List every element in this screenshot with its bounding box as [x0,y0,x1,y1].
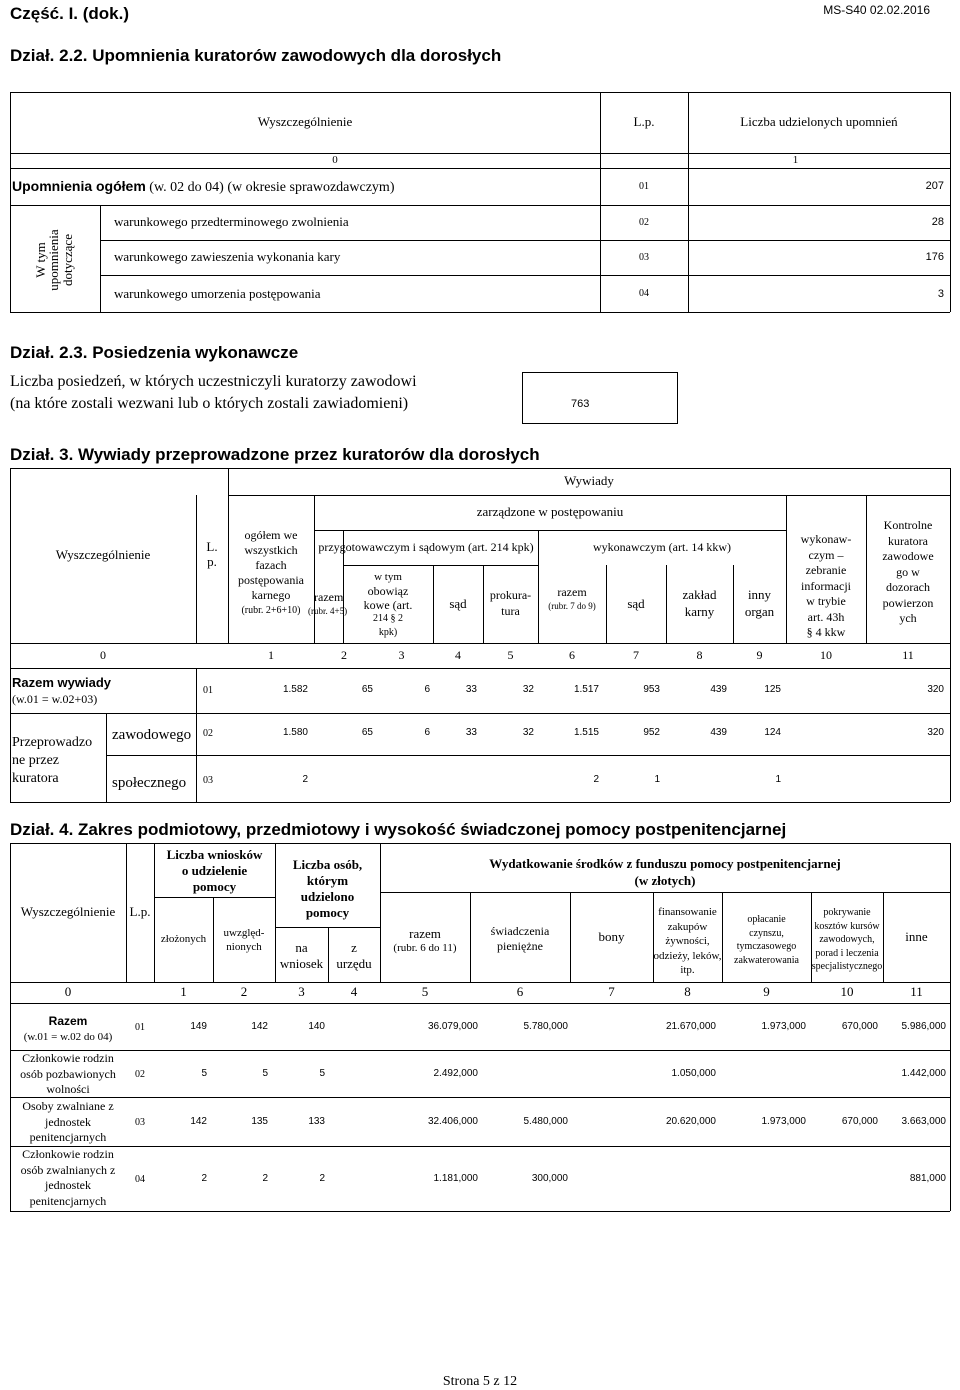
s4-header-wydatkowanie [380,855,950,889]
s4-row-04-col-6: 300,000 [531,1173,568,1184]
s4-header-finansowanie [653,905,722,978]
s4-row-01-col-10: 670,000 [841,1021,878,1032]
s4-row-02-label-l2: osób pozbawionych [20,1066,116,1081]
header-inny-l1: inny [747,587,772,602]
s4-row-04-label-l1: Członkowie rodzin [22,1147,114,1161]
s4-header-finans-l2: zakupów [667,920,708,933]
s4-header-uwzgl-l1: uwzględ- [223,927,265,939]
header-w-tym-l1: w tym [374,571,402,583]
s4-row-01-col-5: 36.079,000 [427,1021,478,1032]
s4-row-03-col-8: 20.620,000 [665,1116,716,1127]
section-3-title: Dział. 3. Wywiady przeprowadzone przez kuratorów dla dorosłych [10,445,540,464]
s4-header-razem [380,926,470,956]
s3-row-02-col-1: 1.580 [282,727,308,738]
s3-row-01-label [12,674,111,708]
s4-header-bony: bony [598,928,625,944]
s3-row-01-col-8: 439 [710,684,727,695]
header-wykonaw-l4: informacji [801,578,851,593]
s4-row-03-label-l2: jednostek [45,1114,91,1129]
header-ogolem-l4: postępowania [238,573,304,587]
form-code: MS-S40 02.02.2016 [823,3,930,17]
s4-row-01-col-1: 149 [190,1021,207,1032]
s4-header-oplacanie-l1: opłacanie [747,914,786,925]
col-header-lp: L.p. [633,114,655,130]
section-2-3-value-box [522,372,678,424]
s3-col-num-6: 6 [569,647,575,662]
s4-header-na-wniosek-l1: na [295,940,308,955]
header-zaklad-karny [666,586,733,620]
s4-header-pokrywanie-l2: kosztów kursów [814,920,880,932]
s4-row-04-col-5: 1.181,000 [433,1173,478,1184]
s3-row-02-label: zawodowego [112,727,192,743]
s4-header-wydatkowanie-l1: Wydatkowanie środków z funduszu pomocy postpenitencjarnej [489,856,841,871]
header-kontrolne-l4: go w [896,564,920,579]
header-prokuratura-l1: prokura- [489,588,532,602]
s3-row-01-col-2: 65 [361,684,373,695]
header-ogolem-l2: wszystkich [244,543,298,557]
row-01-lp: 01 [639,180,649,192]
header-w-tym [343,570,433,640]
s4-header-osoby-l2: którym [306,873,349,888]
header-sad-1: sąd [449,595,467,611]
section-2-3-value: 763 [571,398,590,410]
s3-row-01-col-4: 33 [465,684,477,695]
s4-row-02-label [10,1051,126,1098]
s4-header-zlozonych: złożonych [160,933,207,946]
header-kontrolne-l1: Kontrolne [883,518,933,532]
row-04-lp: 04 [639,287,649,299]
s3-row-02-col-4: 33 [465,727,477,738]
total-label [12,178,394,196]
s3-row-01-col-9: 125 [764,684,781,695]
s3-row-01-col-3: 6 [424,684,430,695]
s4-row-01-label-l1: Razem [48,1014,88,1028]
s3-row-02-col-9: 124 [764,727,781,738]
s3-group-l2: ne przez [12,753,60,768]
s4-header-oplacanie [722,913,811,967]
s4-row-01-col-2: 142 [251,1021,268,1032]
s4-header-finans-l4: odzieży, leków, [653,949,722,962]
header-wywiady: Wywiady [564,473,614,489]
header-prokuratura-l2: tura [501,604,520,618]
header-razem-2 [538,585,606,613]
s3-row-03-col-6: 2 [593,774,599,785]
header-kontrolne [866,518,950,627]
part-label: Część. I. (dok.) [10,4,130,23]
s4-col-num-1: 1 [180,984,187,1000]
s4-row-01-col-8: 21.670,000 [665,1021,716,1032]
row-04-value: 3 [937,288,944,300]
header-kontrolne-l2: kuratora [888,533,928,548]
s4-header-swiadczenia [470,924,570,954]
row-03-value: 176 [925,251,944,263]
s4-header-finans-l5: itp. [680,964,695,976]
s4-header-z-urzedu [328,940,380,972]
s4-row-03-label-l3: penitencjarnych [29,1130,107,1144]
s3-row-01-col-1: 1.582 [282,684,308,695]
header-ogolem-l1: ogółem we [244,528,298,542]
s3-col-num-8: 8 [696,647,703,662]
s3-row-01-col-7: 953 [643,684,660,695]
s4-header-wydatkowanie-l2: (w złotych) [634,873,696,888]
group-label-line-3: dotyczące [59,234,75,286]
s4-row-01-col-3: 140 [308,1021,325,1032]
s4-row-02-col-8: 1.050,000 [671,1068,716,1079]
s4-header-uwzglednionych [213,926,275,954]
header-kontrolne-l6: powierzon [882,595,934,610]
s4-row-03-col-2: 135 [251,1116,268,1127]
s3-row-02-col-11: 320 [927,727,944,738]
s3-row-01-col-6: 1.517 [573,684,599,695]
s3-row-01-label-main: Razem wywiady [12,675,111,690]
header-ogolem-l6: (rubr. 2+6+10) [241,605,301,616]
header-inny-organ [733,586,786,620]
s4-row-02-col-1: 5 [201,1068,207,1079]
s3-col-num-7: 7 [633,647,639,662]
s4-col-num-6: 6 [516,984,524,1000]
s3-group-l1: Przeprowadzo [12,735,93,750]
header-kontrolne-l3: zawodowe [882,549,934,563]
section-2-2-title: Dział. 2.2. Upomnienia kuratorów zawodowych dla dorosłych [10,46,502,65]
s4-row-03-lp: 03 [135,1117,145,1128]
row-03-lp: 03 [639,251,649,263]
s3-row-02-col-6: 1.515 [573,727,599,738]
s4-col-num-7: 7 [608,984,615,1000]
s3-row-01-col-11: 320 [927,684,944,695]
s3-row-03-label: społecznego [112,775,187,791]
s3-row-01-label-sub: (w.01 = w.02+03) [12,692,98,706]
page-number: Strona 5 z 12 [442,1374,518,1389]
s4-col-num-0: 0 [64,984,72,1000]
s4-col-num-11: 11 [910,984,923,1000]
header-wykonawczym: wykonawczym (art. 14 kkw) [593,539,731,554]
row-01-value: 207 [925,180,944,192]
s4-row-01-col-9: 1.973,000 [761,1021,806,1032]
s3-col-num-3: 3 [398,647,405,662]
s3-group-label-text [10,734,108,788]
header-wykonaw-l1: wykonaw- [800,532,852,546]
s4-row-04-label [10,1147,126,1209]
s3-row-01-lp: 01 [203,685,213,696]
header-wykonaw-l7: § 4 kkw [806,625,846,639]
header-wykonawczym-43h [786,532,866,641]
group-label-w-tym [32,180,75,340]
section-2-3-title: Dział. 2.3. Posiedzenia wykonawcze [10,343,299,362]
s3-col-num-9: 9 [756,647,763,662]
s4-row-01-lp: 01 [135,1022,145,1033]
s4-row-03-label [10,1099,126,1146]
header-zaklad-l2: karny [684,604,715,619]
s4-header-swiadczenia-l2: pieniężne [497,939,543,953]
s4-row-01-col-11: 5.986,000 [901,1021,946,1032]
section-4-title: Dział. 4. Zakres podmiotowy, przedmiotowy i wysokość świadczonej pomocy postpenitencjarnej [10,820,787,839]
col-header-wyszczegolnienie: Wyszczególnienie [257,114,353,130]
s4-header-uwzgl-l2: nionych [226,941,262,953]
header-lp-text: L. p. [206,539,218,569]
s4-row-04-col-3: 2 [319,1173,325,1184]
s3-row-02-col-2: 65 [361,727,373,738]
s4-row-02-label-l3: wolności [46,1082,90,1096]
col-number-0: 0 [332,154,338,167]
s4-header-pokrywanie-l5: specjalistycznego [811,961,883,972]
s3-col-num-10: 10 [820,647,832,662]
header-kontrolne-l5: dozorach [886,580,930,594]
s3-row-03-col-1: 2 [302,774,308,785]
header-wyszczegolnienie: Wyszczególnienie [55,546,151,562]
s4-header-razem-sub: (rubr. 6 do 11) [393,942,457,954]
s4-header-razem-text: razem [409,926,441,941]
row-03-label: warunkowego zawieszenia wykonania kary [114,249,341,264]
s4-header-osoby-l1: Liczba osób, [292,857,363,872]
s3-row-02-lp: 02 [203,728,213,739]
header-w-tym-l5: kpk) [378,627,398,638]
s4-row-02-label-l1: Członkowie rodzin [22,1051,114,1065]
s3-col-num-1: 1 [268,647,274,662]
s4-header-wyszczegolnienie: Wyszczególnienie [20,904,116,920]
header-razem-1-text: razem [314,590,344,604]
s4-row-02-col-2: 5 [262,1068,268,1079]
s4-col-num-10: 10 [840,984,854,1000]
s4-row-01-col-6: 5.780,000 [523,1021,568,1032]
s4-header-finans-l3: żywności, [665,935,710,947]
s4-row-01-label [10,1013,126,1045]
s4-header-wnioski [154,847,275,895]
header-inny-l2: organ [744,604,775,619]
col-header-liczba: Liczba udzielonych upomnień [740,114,898,130]
header-zaklad-l1: zakład [682,587,717,602]
s4-row-03-col-9: 1.973,000 [761,1116,806,1127]
s4-row-04-label-l4: penitencjarnych [29,1193,107,1208]
s3-group-l3: kuratora [12,771,59,786]
header-razem-1-sub: (rubr. 4+5) [308,606,348,616]
s4-row-03-label-l1: Osoby zwalniane z [22,1099,114,1113]
s4-row-04-col-11: 881,000 [909,1173,946,1184]
s4-header-pokrywanie-l4: porad i leczenia [815,947,879,959]
s4-col-num-5: 5 [421,984,429,1000]
row-02-lp: 02 [639,216,649,228]
s4-header-inne: inne [905,928,928,944]
s4-col-num-4: 4 [350,984,358,1000]
s4-row-03-col-6: 5.480,000 [523,1116,568,1127]
header-wykonaw-l5: w trybie [806,594,846,608]
s4-header-oplacanie-l2: czynszu, [749,927,784,939]
header-razem-2-text: razem [557,585,587,599]
s4-row-02-col-5: 2.492,000 [433,1068,478,1079]
s4-header-oplacanie-l4: zakwaterowania [734,954,799,966]
s4-row-04-col-2: 2 [262,1173,268,1184]
s4-row-04-col-1: 2 [201,1173,207,1184]
section-2-3-line-1: Liczba posiedzeń, w których uczestniczyli kuratorzy zawodowi [10,373,417,390]
s3-col-num-4: 4 [455,647,461,662]
s3-col-num-5: 5 [507,647,514,662]
s4-header-z-urzedu-l2: urzędu [336,956,372,971]
s4-header-na-wniosek [275,940,328,972]
s4-header-osoby-l4: pomocy [305,905,350,920]
s4-header-na-wniosek-l2: wniosek [279,956,324,971]
s4-header-wnioski-l3: pomocy [192,879,237,894]
header-wykonaw-l3: zebranie [805,563,847,577]
s4-row-03-col-3: 133 [308,1116,325,1127]
header-wykonaw-l2: czym – [808,547,844,562]
s4-row-03-col-5: 32.406,000 [427,1116,478,1127]
s4-header-osoby [275,857,380,921]
header-ogolem-l3: fazach [255,558,287,572]
row-02-label: warunkowego przedterminowego zwolnienia [114,214,349,229]
s4-col-num-9: 9 [763,984,770,1000]
s3-col-num-2: 2 [341,647,347,662]
s4-row-01-label-l2: (w.01 = w.02 do 04) [23,1031,113,1043]
header-przygotowawczym: przygotowawczym i sądowym (art. 214 kpk) [318,540,534,555]
col-number-1: 1 [792,154,799,167]
header-razem-2-sub: (rubr. 7 do 9) [548,601,596,611]
s4-header-swiadczenia-l1: świadczenia [490,924,550,938]
s4-col-num-3: 3 [298,984,305,1000]
s4-row-04-lp: 04 [135,1174,145,1185]
row-04-label: warunkowego umorzenia postępowania [114,286,321,301]
s4-header-pokrywanie [811,906,883,974]
s3-row-02-col-8: 439 [710,727,727,738]
header-wykonaw-l6: art. 43h [807,609,845,624]
s3-row-01-col-5: 32 [522,684,534,695]
header-w-tym-l2: obowiąz [367,584,409,598]
s4-header-finans-l1: finansowanie [658,906,717,918]
s4-header-z-urzedu-l1: z [351,940,357,955]
header-w-tym-l3: kowe (art. [363,598,413,612]
s4-row-02-col-3: 5 [319,1068,325,1079]
group-label-line-2: upomnienia [46,229,62,291]
total-label-rest: (w. 02 do 04) (w okresie sprawozdawczym) [145,180,395,195]
header-lp [196,495,228,615]
s4-header-wnioski-l1: Liczba wniosków [166,847,263,862]
s3-col-num-0: 0 [100,647,106,662]
header-sad-2: sąd [627,595,645,611]
s4-row-04-label-l2: osób zwalnianych z [20,1162,116,1177]
s4-row-03-col-11: 3.663,000 [901,1116,946,1127]
s4-row-03-col-10: 670,000 [841,1116,878,1127]
s3-row-03-col-7: 1 [654,774,660,785]
section-2-3-line-2: (na które zostali wezwani lub o których zostali zawiadomieni) [10,395,409,412]
section-2-3-text [10,371,417,415]
group-label-line-1: W tym [32,242,48,278]
s4-row-03-col-1: 142 [190,1116,207,1127]
header-razem-1 [308,590,348,618]
s4-row-02-lp: 02 [135,1069,145,1080]
s4-header-osoby-l3: udzielono [300,889,355,904]
s3-row-03-col-9: 1 [775,774,781,785]
header-kontrolne-l7: ych [899,611,917,625]
s4-header-pokrywanie-l3: zawodowych, [819,934,875,945]
s4-col-num-2: 2 [240,984,248,1000]
s4-header-lp: L.p. [129,904,151,920]
header-w-tym-l4: 214 § 2 [373,613,403,624]
s4-header-wnioski-l2: o udzielenie [181,863,248,878]
header-zarzadzone: zarządzone w postępowaniu [476,503,624,519]
s3-col-num-11: 11 [902,647,914,662]
s4-header-oplacanie-l3: tymczasowego [736,941,797,952]
s3-row-02-col-7: 952 [643,727,660,738]
s4-row-04-label-l3: jednostek [45,1178,91,1192]
total-label-bold: Upomnienia ogółem [12,178,146,194]
header-prokuratura [483,587,538,619]
row-02-value: 28 [931,216,944,228]
s4-row-02-col-11: 1.442,000 [901,1068,946,1079]
s3-row-02-col-3: 6 [424,727,430,738]
s4-col-num-8: 8 [684,984,691,1000]
s3-row-02-col-5: 32 [522,727,534,738]
header-ogolem-l5: karnego [251,588,291,602]
s4-header-pokrywanie-l1: pokrywanie [823,907,871,918]
s3-row-03-lp: 03 [203,775,213,786]
header-ogolem [228,528,314,618]
